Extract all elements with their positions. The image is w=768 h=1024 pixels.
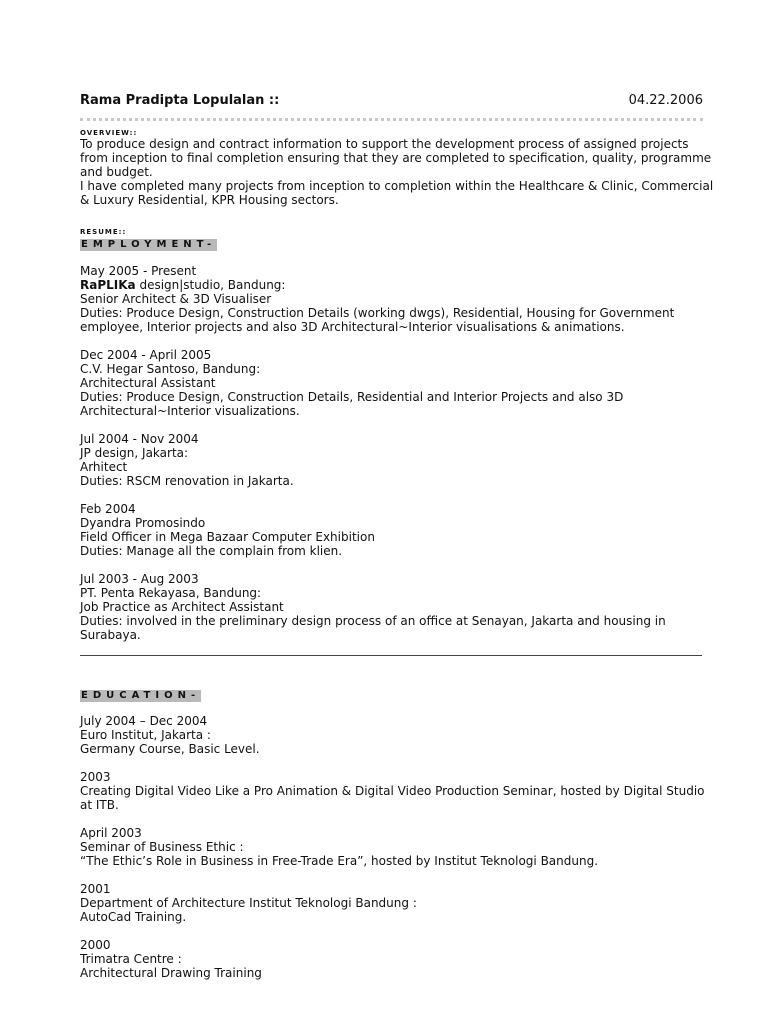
education-list xyxy=(80,714,705,994)
company-name-bold: RaPLIKa xyxy=(80,278,136,292)
employment-heading: EMPLOYMENT- xyxy=(81,239,217,250)
employment-list xyxy=(80,264,705,656)
education-entry xyxy=(80,714,705,756)
education-entry xyxy=(80,882,705,924)
document-date: 04.22.2006 xyxy=(628,93,703,108)
education-line: at ITB. xyxy=(80,798,119,812)
employment-company xyxy=(80,278,705,292)
education-line: Euro Institut, Jakarta : xyxy=(80,728,211,742)
education-line: 2003 xyxy=(80,770,111,784)
education-line: April 2003 xyxy=(80,826,142,840)
employment-entry xyxy=(80,348,705,418)
employment-period: Jul 2003 - Aug 2003 xyxy=(80,572,199,586)
education-entry xyxy=(80,770,705,812)
employment-period: Dec 2004 - April 2005 xyxy=(80,348,212,362)
education-entry xyxy=(80,938,705,980)
employment-period: Jul 2004 - Nov 2004 xyxy=(80,432,199,446)
employment-duties: employee, Interior projects and also 3D Architectural~Interior visualisations & animations. xyxy=(80,320,625,334)
education-line: 2000 xyxy=(80,938,111,952)
education-line: 2001 xyxy=(80,882,111,896)
employment-duties: Surabaya. xyxy=(80,628,141,642)
education-line: “The Ethic’s Role in Business in Free-Trade Era”, hosted by Institut Teknologi Bandung. xyxy=(80,854,599,868)
education-heading: EDUCATION- xyxy=(81,690,201,701)
company-name-rest: design|studio, Bandung: xyxy=(135,278,286,292)
employment-duties: Duties: RSCM renovation in Jakarta. xyxy=(80,474,294,488)
employment-duties: Duties: Produce Design, Construction Details (working dwgs), Residential, Housing for Government xyxy=(80,306,675,320)
employment-duties: Architectural~Interior visualizations. xyxy=(80,404,300,418)
employment-period: Feb 2004 xyxy=(80,502,136,516)
employment-company: C.V. Hegar Santoso, Bandung: xyxy=(80,362,261,376)
overview-label: OVERVIEW:: xyxy=(80,129,138,137)
employment-role: Arhitect xyxy=(80,460,128,474)
employment-duties: Duties: involved in the preliminary design process of an office at Senayan, Jakarta and housing in xyxy=(80,614,666,628)
employment-duties: Duties: Manage all the complain from klien. xyxy=(80,544,343,558)
employment-entry xyxy=(80,432,705,488)
education-line: Creating Digital Video Like a Pro Animation & Digital Video Production Seminar, hosted by Digital Studio xyxy=(80,784,705,798)
education-line: Trimatra Centre : xyxy=(80,952,182,966)
employment-entry xyxy=(80,264,705,334)
education-line: AutoCad Training. xyxy=(80,910,187,924)
employment-period: May 2005 - Present xyxy=(80,264,197,278)
employment-duties: Duties: Produce Design, Construction Details, Residential and Interior Projects and also 3D xyxy=(80,390,624,404)
employment-company: JP design, Jakarta: xyxy=(80,446,189,460)
overview-line: & Luxury Residential, KPR Housing sectors. xyxy=(80,193,339,207)
employment-entry xyxy=(80,572,705,642)
education-line: Seminar of Business Ethic : xyxy=(80,840,244,854)
resume-label: RESUME:: xyxy=(80,228,127,236)
employment-role: Senior Architect & 3D Visualiser xyxy=(80,292,272,306)
overview-section xyxy=(80,129,714,207)
overview-line: To produce design and contract information to support the development process of assigned projects xyxy=(80,137,689,151)
employment-role: Architectural Assistant xyxy=(80,376,216,390)
education-entry xyxy=(80,826,705,868)
overview-line: I have completed many projects from inception to completion within the Healthcare & Clinic, Commercial xyxy=(80,179,714,193)
document-header xyxy=(80,93,703,109)
resume-section xyxy=(80,228,705,251)
dotted-divider xyxy=(80,118,703,121)
section-divider xyxy=(80,655,702,656)
employment-company: Dyandra Promosindo xyxy=(80,516,206,530)
employment-entry xyxy=(80,502,705,558)
author-name: Rama Pradipta Lopulalan :: xyxy=(80,93,280,108)
employment-company: PT. Penta Rekayasa, Bandung: xyxy=(80,586,262,600)
education-line: Department of Architecture Institut Teknologi Bandung : xyxy=(80,896,417,910)
education-line: Architectural Drawing Training xyxy=(80,966,262,980)
education-line: July 2004 – Dec 2004 xyxy=(80,714,208,728)
education-section xyxy=(80,687,705,702)
employment-role: Field Officer in Mega Bazaar Computer Exhibition xyxy=(80,530,375,544)
employment-role: Job Practice as Architect Assistant xyxy=(80,600,284,614)
education-line: Germany Course, Basic Level. xyxy=(80,742,260,756)
overview-line: from inception to final completion ensuring that they are completed to specification, quality, programme xyxy=(80,151,712,165)
overview-line: and budget. xyxy=(80,165,153,179)
